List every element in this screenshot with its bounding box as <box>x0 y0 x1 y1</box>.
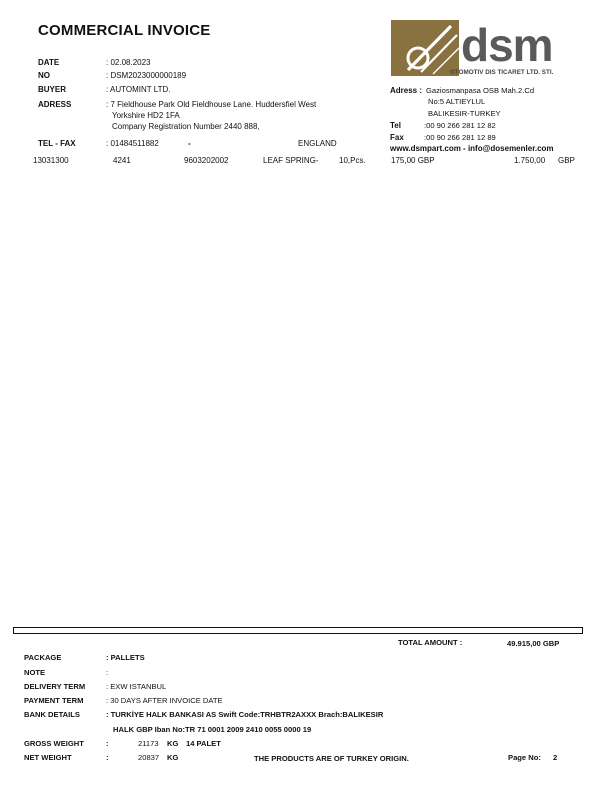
adress-label: ADRESS <box>38 100 72 109</box>
company-tel-value: :00 90 266 281 12 82 <box>424 121 496 130</box>
date-label: DATE <box>38 58 60 67</box>
page-title: COMMERCIAL INVOICE <box>38 22 211 39</box>
tel-fax-value: : 01484511882 <box>106 139 159 148</box>
tel-fax-dash: - <box>188 139 191 148</box>
net-weight-value: 20837 <box>138 753 160 762</box>
item-description: LEAF SPRING- <box>263 156 319 165</box>
company-fax-value: :00 90 266 281 12 89 <box>424 133 496 142</box>
gross-weight-value: 21173 <box>138 739 159 748</box>
company-web-link[interactable]: www.dsmpart.com - info@dosemenler.com <box>390 144 554 153</box>
gross-weight-label: GROSS WEIGHT <box>24 739 84 748</box>
totals-divider <box>13 627 583 634</box>
item-quantity: 10,Pcs. <box>339 156 366 165</box>
company-tel-label: Tel <box>390 121 401 130</box>
net-weight-unit: KG <box>167 753 179 762</box>
total-amount-value: 49.915,00 GBP <box>507 639 560 648</box>
buyer-value: : AUTOMINT LTD. <box>106 85 171 94</box>
item-currency: GBP <box>558 156 575 165</box>
no-label: NO <box>38 71 50 80</box>
item-ref: 4241 <box>113 156 131 165</box>
note-label: NOTE <box>24 668 46 677</box>
net-weight-label: NET WEIGHT <box>24 753 72 762</box>
company-logo <box>391 20 459 76</box>
bank-details-label: BANK DETAILS <box>24 710 80 719</box>
adress-line-2: Yorkshire HD2 1FA <box>112 111 180 120</box>
payment-term-label: PAYMENT TERM <box>24 696 84 705</box>
buyer-country: ENGLAND <box>298 139 337 148</box>
net-weight-colon: : <box>106 753 109 762</box>
origin-statement: THE PRODUCTS ARE OF TURKEY ORIGIN. <box>254 754 409 763</box>
adress-line-1: : 7 Fieldhouse Park Old Fieldhouse Lane. Huddersfiel West <box>106 100 317 109</box>
delivery-term-value: : EXW ISTANBUL <box>106 682 167 691</box>
company-adress-label: Adress : <box>390 86 423 95</box>
company-logo-text: dsm <box>461 19 553 71</box>
company-fax-label: Fax <box>390 133 404 142</box>
item-total: 1.750,00 <box>514 156 546 165</box>
total-amount-label: TOTAL AMOUNT : <box>398 638 463 647</box>
logo-emblem-icon <box>391 20 459 76</box>
note-value: : <box>106 668 109 677</box>
gross-weight-colon: : <box>106 739 109 748</box>
page-number: 2 <box>553 753 558 762</box>
bank-details-line-1: : TURKİYE HALK BANKASI AS Swift Code:TRHBTR2AXXX Brach:BALIKESIR <box>106 710 384 719</box>
payment-term-value: : 30 DAYS AFTER INVOICE DATE <box>106 696 223 705</box>
company-adress-line-2: No:5 ALTIEYLUL <box>428 97 486 106</box>
delivery-term-label: DELIVERY TERM <box>24 682 86 691</box>
package-label: PACKAGE <box>24 653 62 662</box>
item-code: 13031300 <box>33 156 69 165</box>
package-value: : PALLETS <box>106 653 145 662</box>
company-adress-line-1: Gaziosmanpasa OSB Mah.2.Cd <box>426 86 535 95</box>
page-number-label: Page No: <box>508 753 541 762</box>
bank-details-line-2: HALK GBP Iban No:TR 71 0001 2009 2410 0055 0000 19 <box>113 725 312 734</box>
company-adress-line-3: BALIKESIR-TURKEY <box>428 109 501 118</box>
date-value: : 02.08.2023 <box>106 58 151 67</box>
item-unit-price: 175,00 GBP <box>391 156 435 165</box>
buyer-label: BUYER <box>38 85 67 94</box>
adress-line-3: Company Registration Number 2440 888, <box>112 122 260 131</box>
item-hs-code: 9603202002 <box>184 156 229 165</box>
tel-fax-label: TEL - FAX <box>38 139 76 148</box>
pallet-count: 14 PALET <box>186 739 221 748</box>
invoice-number: : DSM2023000000189 <box>106 71 187 80</box>
gross-weight-unit: KG <box>167 739 179 748</box>
company-logo-subtitle: OTOMOTIV DIS TICARET LTD. STI. <box>450 69 554 76</box>
